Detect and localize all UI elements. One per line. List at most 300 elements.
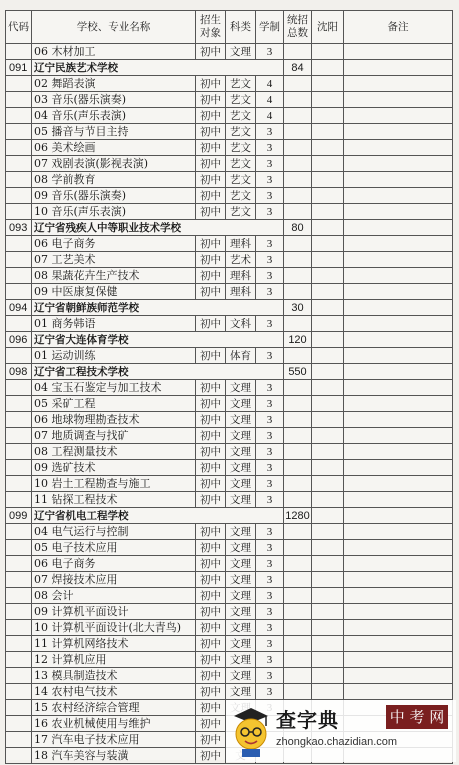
major-years: 3 <box>256 492 284 508</box>
major-row <box>6 316 453 332</box>
major-code <box>6 284 32 300</box>
major-shenyang <box>312 444 344 460</box>
major-shenyang <box>312 44 344 60</box>
major-name: 07 焊接技术应用 <box>32 572 196 588</box>
major-total <box>284 140 312 156</box>
major-code <box>6 492 32 508</box>
major-total <box>284 572 312 588</box>
major-target: 初中 <box>196 460 226 476</box>
major-total <box>284 204 312 220</box>
major-total <box>284 348 312 364</box>
major-note <box>344 556 453 572</box>
major-row <box>6 476 453 492</box>
major-name: 18 汽车美容与装潢 <box>32 748 196 764</box>
major-target: 初中 <box>196 284 226 300</box>
major-code <box>6 92 32 108</box>
major-total <box>284 460 312 476</box>
major-target: 初中 <box>196 124 226 140</box>
major-row <box>6 108 453 124</box>
major-code <box>6 412 32 428</box>
major-row <box>6 572 453 588</box>
major-subject: 文理 <box>226 396 256 412</box>
major-name: 15 农村经济综合管理 <box>32 700 196 716</box>
major-total <box>284 396 312 412</box>
major-total <box>284 108 312 124</box>
major-total <box>284 476 312 492</box>
major-target: 初中 <box>196 748 226 764</box>
major-code <box>6 156 32 172</box>
school-row <box>6 220 453 236</box>
school-code: 099 <box>6 508 32 524</box>
major-note <box>344 476 453 492</box>
major-shenyang <box>312 604 344 620</box>
major-target: 初中 <box>196 540 226 556</box>
major-subject: 艺文 <box>226 188 256 204</box>
major-total <box>284 604 312 620</box>
major-total <box>284 444 312 460</box>
major-years: 3 <box>256 460 284 476</box>
major-code <box>6 700 32 716</box>
major-target: 初中 <box>196 668 226 684</box>
major-shenyang <box>312 492 344 508</box>
school-row <box>6 364 453 380</box>
major-subject: 艺文 <box>226 76 256 92</box>
major-row <box>6 620 453 636</box>
major-note <box>344 124 453 140</box>
major-note <box>344 492 453 508</box>
major-name: 01 运动训练 <box>32 348 196 364</box>
major-note <box>344 172 453 188</box>
major-note <box>344 204 453 220</box>
major-target: 初中 <box>196 572 226 588</box>
header-target: 招生对象 <box>196 11 226 44</box>
major-note <box>344 444 453 460</box>
major-name: 06 木材加工 <box>32 44 196 60</box>
major-row <box>6 396 453 412</box>
major-row <box>6 604 453 620</box>
school-shenyang <box>312 332 344 348</box>
school-note <box>344 300 453 316</box>
major-name: 08 果蔬花卉生产技术 <box>32 268 196 284</box>
school-code: 096 <box>6 332 32 348</box>
major-name: 09 中医康复保健 <box>32 284 196 300</box>
header-shenyang: 沈阳 <box>312 11 344 44</box>
major-target: 初中 <box>196 636 226 652</box>
header-subject: 科类 <box>226 11 256 44</box>
major-total <box>284 236 312 252</box>
major-note <box>344 396 453 412</box>
major-name: 08 工程测量技术 <box>32 444 196 460</box>
major-name: 05 播音与节目主持 <box>32 124 196 140</box>
header-note: 备注 <box>344 11 453 44</box>
school-note <box>344 364 453 380</box>
major-name: 10 计算机平面设计(北大青鸟) <box>32 620 196 636</box>
major-subject: 文理 <box>226 460 256 476</box>
major-shenyang <box>312 92 344 108</box>
major-name: 06 地球物理勘查技术 <box>32 412 196 428</box>
enrollment-page <box>5 10 452 760</box>
major-name: 05 电子技术应用 <box>32 540 196 556</box>
major-subject: 文理 <box>226 636 256 652</box>
major-target: 初中 <box>196 268 226 284</box>
school-name: 辽宁省残疾人中等职业技术学校 <box>32 220 256 236</box>
major-total <box>284 92 312 108</box>
major-target: 初中 <box>196 396 226 412</box>
major-note <box>344 108 453 124</box>
major-subject: 文理 <box>226 44 256 60</box>
major-row <box>6 172 453 188</box>
major-shenyang <box>312 636 344 652</box>
major-name: 02 舞蹈表演 <box>32 76 196 92</box>
major-total <box>284 588 312 604</box>
major-target: 初中 <box>196 524 226 540</box>
school-name: 辽宁民族艺术学校 <box>32 60 256 76</box>
major-subject: 艺文 <box>226 156 256 172</box>
major-years: 3 <box>256 124 284 140</box>
major-total <box>284 556 312 572</box>
major-total <box>284 380 312 396</box>
major-total <box>284 188 312 204</box>
watermark-url: zhongkao.chazidian.com <box>276 736 398 748</box>
major-shenyang <box>312 268 344 284</box>
major-subject: 理科 <box>226 236 256 252</box>
major-years: 3 <box>256 652 284 668</box>
school-total: 80 <box>284 220 312 236</box>
major-row <box>6 204 453 220</box>
major-row <box>6 684 453 700</box>
major-code <box>6 588 32 604</box>
major-years: 3 <box>256 204 284 220</box>
major-code <box>6 44 32 60</box>
major-target: 初中 <box>196 684 226 700</box>
major-row <box>6 492 453 508</box>
major-target: 初中 <box>196 556 226 572</box>
major-target: 初中 <box>196 604 226 620</box>
school-row <box>6 332 453 348</box>
major-target: 初中 <box>196 188 226 204</box>
major-target: 初中 <box>196 588 226 604</box>
major-shenyang <box>312 140 344 156</box>
school-code: 098 <box>6 364 32 380</box>
major-row <box>6 44 453 60</box>
major-target: 初中 <box>196 700 226 716</box>
major-shenyang <box>312 108 344 124</box>
major-note <box>344 156 453 172</box>
major-years: 4 <box>256 108 284 124</box>
header-total: 统招总数 <box>284 11 312 44</box>
major-total <box>284 76 312 92</box>
major-total <box>284 652 312 668</box>
major-total <box>284 124 312 140</box>
major-code <box>6 636 32 652</box>
major-note <box>344 460 453 476</box>
major-note <box>344 92 453 108</box>
major-name: 11 计算机网络技术 <box>32 636 196 652</box>
major-subject: 艺文 <box>226 204 256 220</box>
major-target: 初中 <box>196 348 226 364</box>
major-target: 初中 <box>196 44 226 60</box>
major-years: 3 <box>256 444 284 460</box>
major-note <box>344 540 453 556</box>
mascot-icon <box>228 702 274 758</box>
major-name: 07 戏剧表演(影视表演) <box>32 156 196 172</box>
major-years: 3 <box>256 540 284 556</box>
school-years <box>256 364 284 380</box>
school-name: 辽宁省大连体育学校 <box>32 332 256 348</box>
major-target: 初中 <box>196 76 226 92</box>
school-shenyang <box>312 300 344 316</box>
major-note <box>344 412 453 428</box>
major-years: 3 <box>256 172 284 188</box>
major-total <box>284 316 312 332</box>
school-years <box>256 508 284 524</box>
major-shenyang <box>312 540 344 556</box>
major-target: 初中 <box>196 476 226 492</box>
major-name: 09 计算机平面设计 <box>32 604 196 620</box>
major-name: 06 电子商务 <box>32 556 196 572</box>
major-subject: 艺文 <box>226 124 256 140</box>
major-years: 3 <box>256 620 284 636</box>
major-shenyang <box>312 428 344 444</box>
major-code <box>6 668 32 684</box>
school-shenyang <box>312 60 344 76</box>
major-subject: 文理 <box>226 684 256 700</box>
major-shenyang <box>312 588 344 604</box>
major-total <box>284 684 312 700</box>
major-years: 3 <box>256 156 284 172</box>
major-shenyang <box>312 172 344 188</box>
major-subject: 文理 <box>226 428 256 444</box>
major-note <box>344 284 453 300</box>
major-total <box>284 540 312 556</box>
major-subject: 文理 <box>226 652 256 668</box>
major-row <box>6 412 453 428</box>
major-name: 16 农业机械使用与维护 <box>32 716 196 732</box>
school-note <box>344 60 453 76</box>
major-code <box>6 716 32 732</box>
major-name: 03 音乐(器乐演奏) <box>32 92 196 108</box>
major-name: 09 音乐(器乐演奏) <box>32 188 196 204</box>
major-code <box>6 268 32 284</box>
major-name: 10 岩土工程勘查与施工 <box>32 476 196 492</box>
major-name: 14 农村电气技术 <box>32 684 196 700</box>
major-shenyang <box>312 396 344 412</box>
major-shenyang <box>312 556 344 572</box>
school-name: 辽宁省工程技术学校 <box>32 364 256 380</box>
major-years: 3 <box>256 396 284 412</box>
major-shenyang <box>312 476 344 492</box>
major-code <box>6 76 32 92</box>
major-subject: 文理 <box>226 572 256 588</box>
major-note <box>344 348 453 364</box>
major-subject: 文科 <box>226 316 256 332</box>
major-years: 3 <box>256 44 284 60</box>
major-note <box>344 76 453 92</box>
major-note <box>344 428 453 444</box>
major-shenyang <box>312 460 344 476</box>
school-years <box>256 60 284 76</box>
major-note <box>344 188 453 204</box>
school-row <box>6 300 453 316</box>
major-total <box>284 284 312 300</box>
major-code <box>6 348 32 364</box>
major-row <box>6 76 453 92</box>
major-subject: 文理 <box>226 380 256 396</box>
watermark-title: 查字典 <box>276 708 339 732</box>
school-years <box>256 220 284 236</box>
major-subject: 文理 <box>226 604 256 620</box>
major-total <box>284 620 312 636</box>
major-code <box>6 396 32 412</box>
major-total <box>284 268 312 284</box>
major-shenyang <box>312 572 344 588</box>
major-subject: 文理 <box>226 412 256 428</box>
major-subject: 文理 <box>226 540 256 556</box>
major-shenyang <box>312 316 344 332</box>
major-row <box>6 92 453 108</box>
major-name: 01 商务韩语 <box>32 316 196 332</box>
major-code <box>6 252 32 268</box>
major-shenyang <box>312 76 344 92</box>
major-name: 06 美术绘画 <box>32 140 196 156</box>
major-code <box>6 524 32 540</box>
major-total <box>284 668 312 684</box>
major-row <box>6 636 453 652</box>
major-row <box>6 284 453 300</box>
major-note <box>344 652 453 668</box>
major-name: 07 工艺美术 <box>32 252 196 268</box>
major-code <box>6 236 32 252</box>
major-name: 05 采矿工程 <box>32 396 196 412</box>
major-note <box>344 316 453 332</box>
major-code <box>6 460 32 476</box>
major-years: 3 <box>256 140 284 156</box>
header-years: 学制 <box>256 11 284 44</box>
major-shenyang <box>312 156 344 172</box>
major-name: 08 学前教育 <box>32 172 196 188</box>
major-shenyang <box>312 236 344 252</box>
major-row <box>6 556 453 572</box>
major-note <box>344 140 453 156</box>
major-code <box>6 428 32 444</box>
major-row <box>6 444 453 460</box>
major-note <box>344 252 453 268</box>
school-name: 辽宁省机电工程学校 <box>32 508 256 524</box>
major-code <box>6 732 32 748</box>
major-subject: 艺文 <box>226 92 256 108</box>
major-row <box>6 540 453 556</box>
school-shenyang <box>312 220 344 236</box>
major-name: 13 模具制造技术 <box>32 668 196 684</box>
major-total <box>284 524 312 540</box>
watermark <box>226 700 456 762</box>
major-shenyang <box>312 380 344 396</box>
major-years: 3 <box>256 428 284 444</box>
major-row <box>6 428 453 444</box>
major-shenyang <box>312 652 344 668</box>
major-subject: 艺文 <box>226 108 256 124</box>
major-note <box>344 236 453 252</box>
major-row <box>6 460 453 476</box>
major-total <box>284 412 312 428</box>
major-note <box>344 684 453 700</box>
major-row <box>6 524 453 540</box>
major-years: 3 <box>256 524 284 540</box>
major-shenyang <box>312 684 344 700</box>
school-note <box>344 220 453 236</box>
school-code: 091 <box>6 60 32 76</box>
school-note <box>344 508 453 524</box>
major-target: 初中 <box>196 652 226 668</box>
major-code <box>6 316 32 332</box>
major-target: 初中 <box>196 156 226 172</box>
major-years: 3 <box>256 188 284 204</box>
major-note <box>344 604 453 620</box>
major-row <box>6 140 453 156</box>
major-total <box>284 252 312 268</box>
major-total <box>284 156 312 172</box>
major-code <box>6 556 32 572</box>
major-name: 11 钻探工程技术 <box>32 492 196 508</box>
major-subject: 艺文 <box>226 172 256 188</box>
major-years: 3 <box>256 556 284 572</box>
major-total <box>284 172 312 188</box>
major-code <box>6 380 32 396</box>
major-years: 4 <box>256 76 284 92</box>
header-name: 学校、专业名称 <box>32 11 196 44</box>
major-subject: 艺术 <box>226 252 256 268</box>
major-row <box>6 380 453 396</box>
major-code <box>6 620 32 636</box>
major-shenyang <box>312 188 344 204</box>
major-total <box>284 636 312 652</box>
school-note <box>344 332 453 348</box>
major-subject: 理科 <box>226 284 256 300</box>
major-target: 初中 <box>196 236 226 252</box>
major-years: 3 <box>256 684 284 700</box>
school-shenyang <box>312 364 344 380</box>
major-note <box>344 668 453 684</box>
major-target: 初中 <box>196 492 226 508</box>
major-note <box>344 524 453 540</box>
major-row <box>6 156 453 172</box>
major-shenyang <box>312 524 344 540</box>
major-years: 3 <box>256 268 284 284</box>
major-years: 3 <box>256 572 284 588</box>
major-row <box>6 236 453 252</box>
major-subject: 文理 <box>226 444 256 460</box>
school-years <box>256 332 284 348</box>
major-target: 初中 <box>196 716 226 732</box>
major-code <box>6 684 32 700</box>
major-row <box>6 668 453 684</box>
major-target: 初中 <box>196 172 226 188</box>
major-shenyang <box>312 348 344 364</box>
major-subject: 文理 <box>226 620 256 636</box>
major-code <box>6 604 32 620</box>
major-target: 初中 <box>196 108 226 124</box>
major-subject: 艺文 <box>226 140 256 156</box>
major-note <box>344 380 453 396</box>
major-row <box>6 588 453 604</box>
major-name: 08 会计 <box>32 588 196 604</box>
major-name: 17 汽车电子技术应用 <box>32 732 196 748</box>
school-row <box>6 60 453 76</box>
major-target: 初中 <box>196 316 226 332</box>
major-shenyang <box>312 124 344 140</box>
major-shenyang <box>312 284 344 300</box>
major-note <box>344 588 453 604</box>
